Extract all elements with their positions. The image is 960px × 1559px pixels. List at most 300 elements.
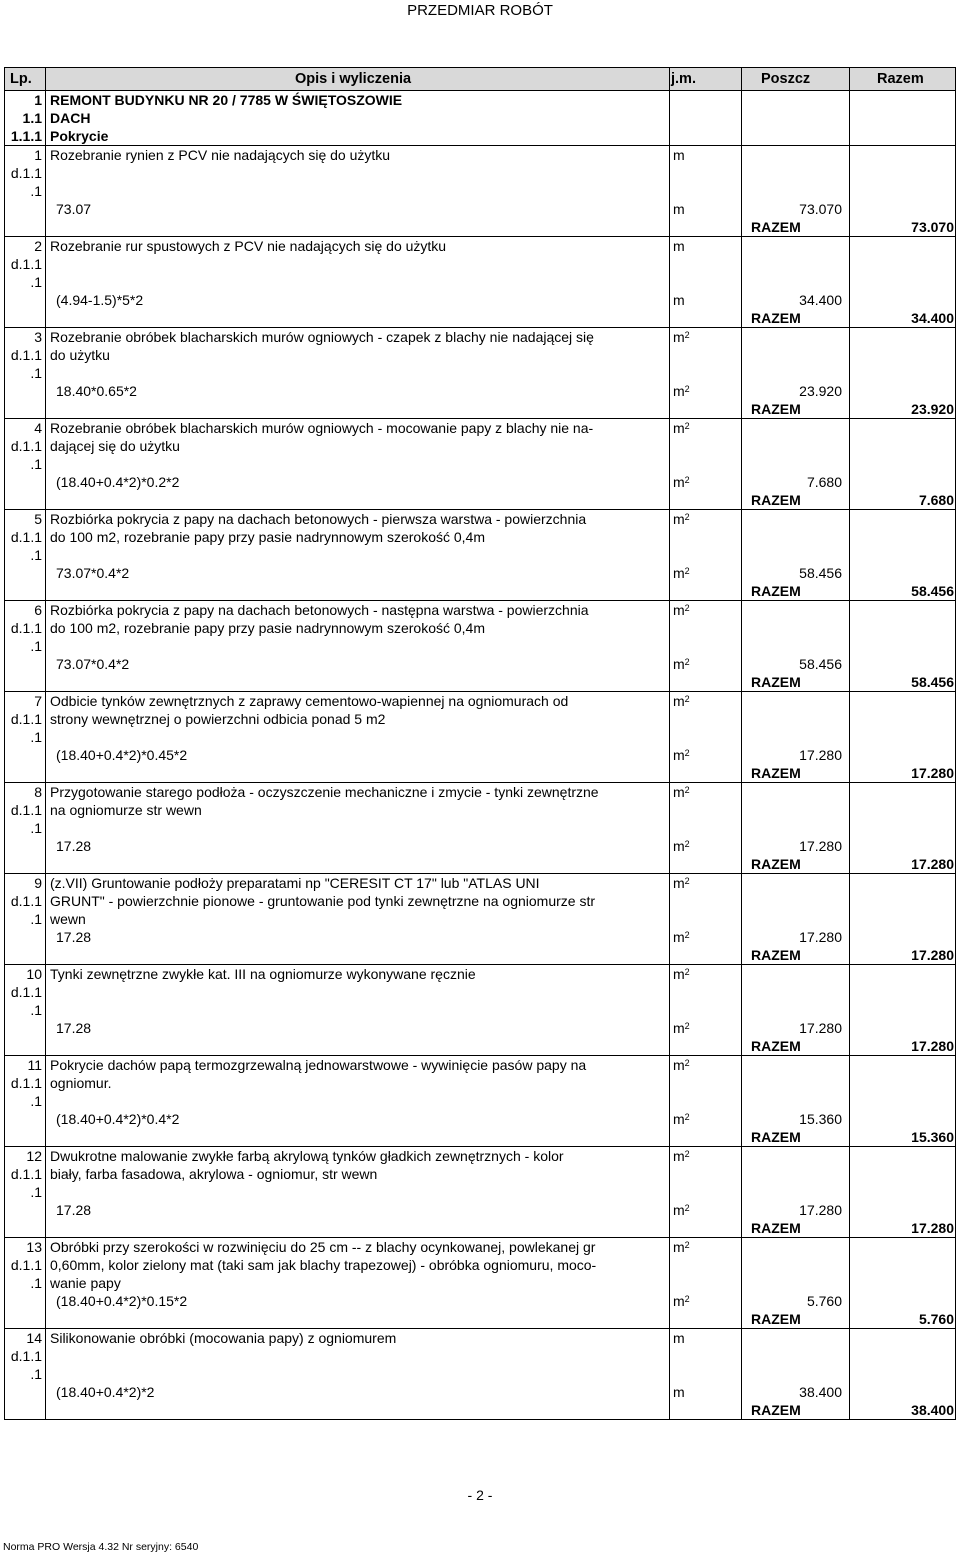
unit-exponent: 2 [684, 1149, 690, 1159]
calc-unit [673, 382, 690, 400]
total-quantity: 38.400 [911, 1402, 954, 1418]
partial-quantity: 7.680 [806, 474, 842, 490]
total-label: RAZEM [751, 1038, 801, 1054]
column-divider [849, 68, 850, 1419]
unit-exponent: 2 [684, 512, 690, 522]
partial-quantity: 17.280 [799, 838, 842, 854]
unit-exponent: 2 [684, 1058, 690, 1068]
col-header-poszcz: Poszcz [761, 71, 811, 87]
col-header-jm: j.m. [671, 71, 696, 87]
item-line [5, 874, 955, 892]
item-unit [673, 965, 690, 983]
item-line [5, 273, 955, 291]
item-description: Dwukrotne malowanie zwykłe farbą akrylową tynków gładkich zewnętrznych - kolor [50, 1148, 564, 1164]
calc-line [5, 473, 955, 491]
total-quantity: 23.920 [911, 401, 954, 417]
item-unit [673, 1147, 690, 1165]
total-quantity: 17.280 [911, 765, 954, 781]
item-code: d.1.1 [10, 256, 42, 272]
item-unit [673, 874, 690, 892]
item-code: .1 [30, 1093, 42, 1109]
item-code: d.1.1 [10, 1166, 42, 1182]
section-row [5, 91, 955, 109]
total-line [5, 309, 955, 327]
table-row [5, 418, 955, 509]
section-number: 1.1.1 [10, 128, 42, 144]
section-title: REMONT BUDYNKU NR 20 / 7785 W ŚWIĘTOSZOWIE [50, 92, 403, 108]
calc-expression: 17.28 [56, 929, 92, 945]
item-unit [673, 237, 685, 255]
calc-unit [673, 1383, 685, 1401]
unit-exponent: 2 [684, 876, 690, 886]
item-line [5, 637, 955, 655]
unit-text: m [673, 329, 685, 345]
table-row [5, 600, 955, 691]
calc-line [5, 564, 955, 582]
item-description: na ogniomurze str wewn [50, 802, 202, 818]
item-code: .1 [30, 1275, 42, 1291]
unit-text: m [673, 1057, 685, 1073]
item-number: 9 [34, 875, 42, 891]
partial-quantity: 73.070 [799, 201, 842, 217]
unit-exponent: 2 [684, 384, 690, 394]
item-code: d.1.1 [10, 1257, 42, 1273]
item-code: .1 [30, 820, 42, 836]
calc-expression: (4.94-1.5)*5*2 [56, 292, 144, 308]
item-unit [673, 783, 690, 801]
item-line [5, 965, 955, 983]
column-divider [45, 68, 46, 1419]
unit-text: m [673, 1384, 685, 1400]
item-code: .1 [30, 274, 42, 290]
partial-quantity: 15.360 [799, 1111, 842, 1127]
unit-exponent: 2 [684, 967, 690, 977]
partial-quantity: 23.920 [799, 383, 842, 399]
item-description: do 100 m2, rozebranie papy przy pasie nadrynnowym szerokość 0,4m [50, 529, 485, 545]
total-label: RAZEM [751, 856, 801, 872]
item-line [5, 1183, 955, 1201]
page-title: PRZEDMIAR ROBÓT [407, 2, 553, 19]
item-description: 0,60mm, kolor zielony mat (taki sam jak blachy trapezowej) - obróbka ogniomuru, moco- [50, 1257, 597, 1273]
item-code: .1 [30, 729, 42, 745]
item-description: Obróbki przy szerokości w rozwinięciu do 25 cm -- z blachy ocynkowanej, powlekanej gr [50, 1239, 596, 1255]
item-line [5, 328, 955, 346]
table-row [5, 1237, 955, 1328]
item-description: Przygotowanie starego podłoża - oczyszczenie mechaniczne i zmycie - tynki zewnętrzne [50, 784, 599, 800]
unit-text: m [673, 602, 685, 618]
item-line [5, 146, 955, 164]
item-description: wewn [50, 911, 86, 927]
total-line [5, 946, 955, 964]
calc-line [5, 655, 955, 673]
calc-expression: 17.28 [56, 1202, 92, 1218]
table-row [5, 691, 955, 782]
total-line [5, 582, 955, 600]
total-quantity: 17.280 [911, 947, 954, 963]
item-description: Rozebranie obróbek blacharskich murów ogniowych - mocowanie papy z blachy nie na- [50, 420, 594, 436]
total-label: RAZEM [751, 1129, 801, 1145]
item-line [5, 1365, 955, 1383]
item-unit [673, 1329, 685, 1347]
unit-text: m [673, 201, 685, 217]
calc-line [5, 928, 955, 946]
items-container [5, 145, 955, 1419]
calc-unit [673, 1110, 690, 1128]
partial-quantity: 34.400 [799, 292, 842, 308]
total-line [5, 673, 955, 691]
item-line [5, 601, 955, 619]
unit-text: m [673, 1239, 685, 1255]
calc-expression: (18.40+0.4*2)*0.15*2 [56, 1293, 188, 1309]
item-code: d.1.1 [10, 347, 42, 363]
unit-exponent: 2 [684, 785, 690, 795]
table-header [5, 68, 955, 91]
col-header-razem: Razem [877, 71, 924, 87]
item-line [5, 237, 955, 255]
total-quantity: 7.680 [918, 492, 954, 508]
section-number: 1 [34, 92, 42, 108]
item-description: strony wewnętrznej o powierzchni odbicia ponad 5 m2 [50, 711, 386, 727]
item-number: 12 [26, 1148, 42, 1164]
calc-expression: 73.07 [56, 201, 92, 217]
calc-unit [673, 655, 690, 673]
item-code: d.1.1 [10, 438, 42, 454]
table-row [5, 236, 955, 327]
section-number: 1.1 [22, 110, 42, 126]
partial-quantity: 17.280 [799, 929, 842, 945]
item-number: 5 [34, 511, 42, 527]
table-row [5, 782, 955, 873]
unit-exponent: 2 [684, 603, 690, 613]
item-code: .1 [30, 911, 42, 927]
unit-text: m [673, 1202, 685, 1218]
item-code: .1 [30, 183, 42, 199]
partial-quantity: 17.280 [799, 747, 842, 763]
unit-exponent: 2 [684, 421, 690, 431]
item-number: 4 [34, 420, 42, 436]
calc-line [5, 1110, 955, 1128]
table-row [5, 1146, 955, 1237]
total-label: RAZEM [751, 1220, 801, 1236]
total-quantity: 17.280 [911, 856, 954, 872]
calc-line [5, 837, 955, 855]
item-unit [673, 146, 685, 164]
table-row [5, 145, 955, 236]
item-code: d.1.1 [10, 802, 42, 818]
item-code: .1 [30, 1366, 42, 1382]
unit-text: m [673, 1148, 685, 1164]
item-description: Odbicie tynków zewnętrznych z zaprawy cementowo-wapiennej na ogniomurach od [50, 693, 569, 709]
total-line [5, 1219, 955, 1237]
item-code: .1 [30, 365, 42, 381]
item-line [5, 1147, 955, 1165]
item-line [5, 364, 955, 382]
calc-expression: 17.28 [56, 1020, 92, 1036]
software-footer: Norma PRO Wersja 4.32 Nr seryjny: 6540 [3, 1541, 199, 1553]
item-unit [673, 419, 690, 437]
unit-exponent: 2 [684, 657, 690, 667]
item-line [5, 546, 955, 564]
unit-exponent: 2 [684, 1240, 690, 1250]
item-description: ogniomur. [50, 1075, 112, 1091]
unit-text: m [673, 383, 685, 399]
calc-line [5, 382, 955, 400]
unit-text: m [673, 966, 685, 982]
unit-text: m [673, 565, 685, 581]
item-number: 7 [34, 693, 42, 709]
item-unit [673, 328, 690, 346]
calc-line [5, 1201, 955, 1219]
total-line [5, 218, 955, 236]
item-code: d.1.1 [10, 1348, 42, 1364]
unit-exponent: 2 [684, 1203, 690, 1213]
section-title: Pokrycie [50, 128, 109, 144]
calc-line [5, 291, 955, 309]
item-number: 13 [26, 1239, 42, 1255]
item-line [5, 1074, 955, 1092]
item-code: .1 [30, 547, 42, 563]
item-number: 8 [34, 784, 42, 800]
calc-unit [673, 1201, 690, 1219]
partial-quantity: 17.280 [799, 1020, 842, 1036]
total-quantity: 58.456 [911, 583, 954, 599]
item-line [5, 1092, 955, 1110]
table-row [5, 873, 955, 964]
calc-line [5, 1019, 955, 1037]
calc-expression: (18.40+0.4*2)*0.4*2 [56, 1111, 180, 1127]
item-unit [673, 1238, 690, 1256]
table-row [5, 964, 955, 1055]
calc-unit [673, 291, 685, 309]
calc-unit [673, 928, 690, 946]
total-quantity: 15.360 [911, 1129, 954, 1145]
calc-line [5, 1292, 955, 1310]
cost-table [4, 67, 956, 1420]
calc-line [5, 1383, 955, 1401]
unit-text: m [673, 693, 685, 709]
unit-text: m [673, 784, 685, 800]
item-line [5, 783, 955, 801]
calc-unit [673, 746, 690, 764]
item-line [5, 1256, 955, 1274]
unit-text: m [673, 420, 685, 436]
total-label: RAZEM [751, 947, 801, 963]
item-description: Rozebranie obróbek blacharskich murów ogniowych - czapek z blachy nie nadającej się [50, 329, 594, 345]
item-line [5, 728, 955, 746]
item-line [5, 710, 955, 728]
column-divider [669, 68, 670, 1419]
item-code: d.1.1 [10, 893, 42, 909]
total-line [5, 855, 955, 873]
table-body [5, 91, 955, 1419]
total-line [5, 1128, 955, 1146]
unit-exponent: 2 [684, 330, 690, 340]
item-description: (z.VII) Gruntowanie podłoży preparatami np "CERESIT CT 17" lub "ATLAS UNI [50, 875, 540, 891]
total-quantity: 17.280 [911, 1220, 954, 1236]
col-header-lp: Lp. [10, 71, 32, 87]
unit-exponent: 2 [684, 1021, 690, 1031]
section-row [5, 127, 955, 145]
calc-unit [673, 837, 690, 855]
item-code: .1 [30, 1184, 42, 1200]
item-description: Pokrycie dachów papą termozgrzewalną jednowarstwowe - wywinięcie pasów papy na [50, 1057, 587, 1073]
unit-text: m [673, 1020, 685, 1036]
partial-quantity: 58.456 [799, 565, 842, 581]
item-code: d.1.1 [10, 1075, 42, 1091]
item-number: 2 [34, 238, 42, 254]
total-label: RAZEM [751, 583, 801, 599]
total-label: RAZEM [751, 310, 801, 326]
item-line [5, 528, 955, 546]
item-line [5, 1329, 955, 1347]
item-line [5, 692, 955, 710]
unit-text: m [673, 875, 685, 891]
item-line [5, 510, 955, 528]
calc-expression: (18.40+0.4*2)*2 [56, 1384, 155, 1400]
item-description: do użytku [50, 347, 110, 363]
item-line [5, 1001, 955, 1019]
item-description: biały, farba fasadowa, akrylowa - ogniomur, str wewn [50, 1166, 378, 1182]
partial-quantity: 5.760 [806, 1293, 842, 1309]
total-line [5, 400, 955, 418]
item-line [5, 619, 955, 637]
unit-exponent: 2 [684, 930, 690, 940]
partial-quantity: 38.400 [799, 1384, 842, 1400]
unit-text: m [673, 656, 685, 672]
item-line [5, 1347, 955, 1365]
total-line [5, 491, 955, 509]
item-line [5, 255, 955, 273]
item-line [5, 346, 955, 364]
total-label: RAZEM [751, 401, 801, 417]
partial-quantity: 17.280 [799, 1202, 842, 1218]
item-code: d.1.1 [10, 165, 42, 181]
item-code: .1 [30, 456, 42, 472]
total-label: RAZEM [751, 1311, 801, 1327]
item-line [5, 819, 955, 837]
calc-unit [673, 1292, 690, 1310]
item-description: Tynki zewnętrzne zwykłe kat. III na ogniomurze wykonywane ręcznie [50, 966, 476, 982]
table-row [5, 1328, 955, 1419]
item-description: Rozbiórka pokrycia z papy na dachach betonowych - następna warstwa - powierzchnia [50, 602, 589, 618]
table-row [5, 1055, 955, 1146]
unit-exponent: 2 [684, 566, 690, 576]
item-number: 11 [27, 1057, 42, 1073]
calc-expression: 73.07*0.4*2 [56, 565, 130, 581]
item-unit [673, 601, 690, 619]
total-line [5, 1401, 955, 1419]
unit-text: m [673, 292, 685, 308]
item-unit [673, 1056, 690, 1074]
total-label: RAZEM [751, 219, 801, 235]
item-line [5, 437, 955, 455]
item-line [5, 455, 955, 473]
item-line [5, 1238, 955, 1256]
item-unit [673, 510, 690, 528]
item-code: d.1.1 [10, 529, 42, 545]
item-description: Rozbiórka pokrycia z papy na dachach betonowych - pierwsza warstwa - powierzchnia [50, 511, 587, 527]
calc-unit [673, 564, 690, 582]
column-divider [741, 68, 742, 1419]
unit-text: m [673, 474, 685, 490]
unit-exponent: 2 [684, 475, 690, 485]
item-number: 1 [34, 147, 42, 163]
unit-exponent: 2 [684, 1294, 690, 1304]
item-number: 10 [26, 966, 42, 982]
calc-expression: 18.40*0.65*2 [56, 383, 137, 399]
unit-text: m [673, 511, 685, 527]
total-line [5, 1037, 955, 1055]
unit-text: m [673, 1293, 685, 1309]
total-label: RAZEM [751, 765, 801, 781]
item-code: .1 [30, 638, 42, 654]
item-description: GRUNT" - powierzchnie pionowe - gruntowanie pod tynki zewnętrzne na ogniomurze str [50, 893, 596, 909]
total-quantity: 73.070 [911, 219, 954, 235]
item-code: .1 [30, 1002, 42, 1018]
item-description: Silikonowanie obróbki (mocowania papy) z ogniomurem [50, 1330, 397, 1346]
partial-quantity: 58.456 [799, 656, 842, 672]
page-number: - 2 - [467, 1487, 493, 1503]
total-quantity: 5.760 [918, 1311, 954, 1327]
section-title: DACH [50, 110, 91, 126]
item-line [5, 1274, 955, 1292]
total-quantity: 34.400 [911, 310, 954, 326]
calc-unit [673, 200, 685, 218]
total-label: RAZEM [751, 674, 801, 690]
item-description: Rozebranie rur spustowych z PCV nie nadających się do użytku [50, 238, 447, 254]
table-row [5, 509, 955, 600]
calc-expression: (18.40+0.4*2)*0.45*2 [56, 747, 188, 763]
item-line [5, 1056, 955, 1074]
unit-text: m [673, 147, 685, 163]
total-quantity: 58.456 [911, 674, 954, 690]
item-line [5, 892, 955, 910]
calc-expression: 73.07*0.4*2 [56, 656, 130, 672]
unit-text: m [673, 238, 685, 254]
unit-text: m [673, 1111, 685, 1127]
item-description: wanie papy [50, 1275, 121, 1291]
item-description: do 100 m2, rozebranie papy przy pasie nadrynnowym szerokość 0,4m [50, 620, 485, 636]
item-number: 6 [34, 602, 42, 618]
item-number: 14 [26, 1330, 42, 1346]
calc-unit [673, 1019, 690, 1037]
item-unit [673, 692, 690, 710]
unit-exponent: 2 [684, 1112, 690, 1122]
item-line [5, 164, 955, 182]
item-line [5, 801, 955, 819]
item-code: d.1.1 [10, 711, 42, 727]
col-header-desc: Opis i wyliczenia [295, 71, 412, 87]
calc-expression: 17.28 [56, 838, 92, 854]
item-code: d.1.1 [10, 984, 42, 1000]
item-description: Rozebranie rynien z PCV nie nadających się do użytku [50, 147, 391, 163]
total-label: RAZEM [751, 1402, 801, 1418]
calc-unit [673, 473, 690, 491]
unit-exponent: 2 [684, 748, 690, 758]
total-label: RAZEM [751, 492, 801, 508]
unit-exponent: 2 [684, 839, 690, 849]
total-quantity: 17.280 [911, 1038, 954, 1054]
item-description: dającej się do użytku [50, 438, 180, 454]
unit-text: m [673, 1330, 685, 1346]
item-line [5, 1165, 955, 1183]
total-line [5, 764, 955, 782]
total-line [5, 1310, 955, 1328]
item-line [5, 182, 955, 200]
section-row [5, 109, 955, 127]
unit-text: m [673, 929, 685, 945]
calc-line [5, 746, 955, 764]
